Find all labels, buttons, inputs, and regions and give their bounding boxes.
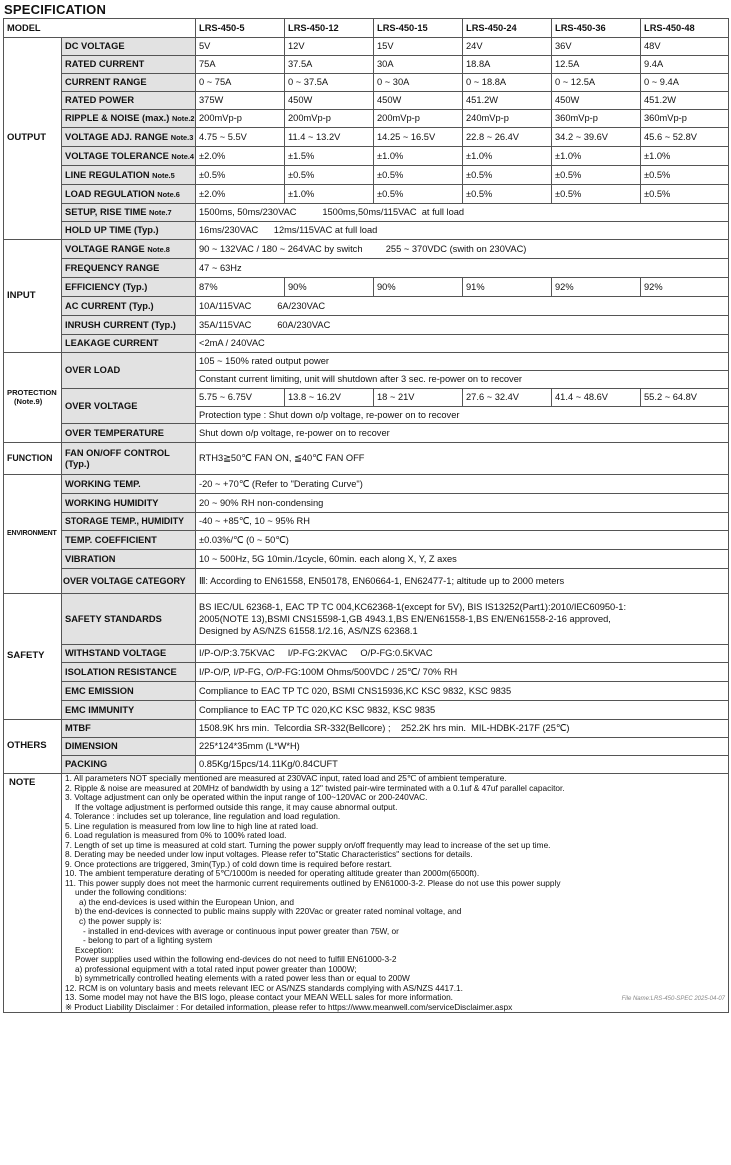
spec-value: ±1.0%: [374, 147, 463, 166]
note-line: 8. Derating may be needed under low input voltages. Please refer to"Static Characteristics" sections for details.: [65, 849, 473, 860]
spec-value: 451.2W: [463, 92, 552, 110]
spec-value: 10 ~ 500Hz, 5G 10min./1cycle, 60min. each along X, Y, Z axes: [196, 550, 729, 569]
spec-value: 1508.9K hrs min. Telcordia SR-332(Bellcore) ; 252.2K hrs min. MIL-HDBK-217F (25℃): [196, 720, 729, 738]
param-label: STORAGE TEMP., HUMIDITY: [62, 513, 196, 531]
spec-value: ±1.0%: [552, 147, 641, 166]
param-label: DC VOLTAGE: [62, 38, 196, 56]
spec-value: 451.2W: [641, 92, 729, 110]
note-ref: Note.3: [170, 132, 194, 142]
param-label: PACKING: [62, 756, 196, 774]
spec-value: 1500ms, 50ms/230VAC 1500ms,50ms/115VAC at full load: [196, 204, 729, 222]
spec-value: 13.8 ~ 16.2V: [285, 389, 374, 407]
param-label: RATED CURRENT: [62, 56, 196, 74]
param-label: OVER TEMPERATURE: [62, 424, 196, 443]
spec-value: 360mVp-p: [552, 110, 641, 128]
spec-value: ±0.5%: [374, 166, 463, 185]
group-input: INPUT: [4, 240, 62, 353]
spec-value: ±1.0%: [285, 185, 374, 204]
output-rated-current-row: [4, 56, 729, 74]
note-line: a) the end-devices is used within the European Union, and: [79, 896, 294, 907]
input-ac-current-row: [4, 297, 729, 316]
param-label: [62, 147, 196, 166]
spec-value: 0 ~ 75A: [196, 74, 285, 92]
model-name: LRS-450-15: [374, 19, 463, 38]
param-label-line1: FAN ON/OFF CONTROL: [65, 447, 170, 458]
group-protection: [4, 353, 62, 443]
group-function: FUNCTION: [4, 443, 62, 475]
spec-value: 12V: [285, 38, 374, 56]
spec-value: 92%: [552, 278, 641, 297]
model-row: [4, 19, 729, 38]
spec-value: I/P-O/P, I/P-FG, O/P-FG:100M Ohms/500VDC / 25℃/ 70% RH: [196, 663, 729, 682]
output-line-regulation-row: [4, 166, 729, 185]
param-label: [62, 443, 196, 475]
output-setup-rise-row: [4, 204, 729, 222]
param-label: EMC EMISSION: [62, 682, 196, 701]
spec-value: 90 ~ 132VAC / 180 ~ 264VAC by switch 255 ~ 370VDC (swith on 230VAC): [196, 240, 729, 259]
spec-value: 225*124*35mm (L*W*H): [196, 738, 729, 756]
param-label-text: VOLTAGE ADJ. RANGE: [65, 131, 169, 142]
spec-value: 90%: [285, 278, 374, 297]
output-hold-up-row: [4, 222, 729, 240]
disclaimer-line: ※ Product Liability Disclaimer : For detailed information, please refer to https://www.meanwell.com/serviceDisclaimer.aspx: [65, 1001, 513, 1012]
spec-value: 41.4 ~ 48.6V: [552, 389, 641, 407]
spec-value: ±0.5%: [374, 185, 463, 204]
note-line: 1. All parameters NOT specially mentioned are measured at 230VAC input, rated load and 25℃ of ambient temperature.: [65, 773, 507, 783]
param-label-text: LOAD REGULATION: [65, 188, 155, 199]
safety-emc-immunity-row: [4, 701, 729, 720]
param-label: ISOLATION RESISTANCE: [62, 663, 196, 682]
param-label: [62, 204, 196, 222]
param-label: MTBF: [62, 720, 196, 738]
spec-value: 450W: [374, 92, 463, 110]
spec-value: 5V: [196, 38, 285, 56]
note-line: 3. Voltage adjustment can only be operated within the input range of 100~120VAC or 200-240VAC.: [65, 792, 428, 803]
spec-value: 105 ~ 150% rated output power: [196, 353, 729, 371]
param-label: EFFICIENCY (Typ.): [62, 278, 196, 297]
param-label: OVER LOAD: [62, 353, 196, 389]
spec-value: ±2.0%: [196, 147, 285, 166]
note-line: a) professional equipment with a total rated input power greater than 1000W;: [75, 963, 357, 974]
spec-value: Compliance to EAC TP TC 020,KC KSC 9832, KSC 9835: [196, 701, 729, 720]
param-label: TEMP. COEFFICIENT: [62, 531, 196, 550]
output-load-regulation-row: [4, 185, 729, 204]
spec-value: 0 ~ 18.8A: [463, 74, 552, 92]
protection-over-load-row: [4, 353, 729, 371]
output-rated-power-row: [4, 92, 729, 110]
model-name: LRS-450-24: [463, 19, 552, 38]
output-current-range-row: [4, 74, 729, 92]
note-ref: Note.4: [171, 151, 195, 161]
spec-value: 14.25 ~ 16.5V: [374, 128, 463, 147]
param-label: FREQUENCY RANGE: [62, 259, 196, 278]
spec-value: 375W: [196, 92, 285, 110]
spec-value: ±0.5%: [463, 166, 552, 185]
spec-value: 91%: [463, 278, 552, 297]
spec-value: Constant current limiting, unit will shutdown after 3 sec. re-power on to recover: [196, 371, 729, 389]
spec-value: [196, 594, 729, 645]
note-ref: Note.2: [171, 114, 195, 124]
notes-block: [62, 774, 729, 1013]
note-line: 13. Some model may not have the BIS logo, please contact your MEAN WELL sales for more information.: [65, 992, 453, 1003]
param-label: [62, 110, 196, 128]
env-working-humidity-row: [4, 494, 729, 513]
note-line: 7. Length of set up time is measured at cold start. Turning the power supply on/off frequently may lead to increase of the set up time.: [65, 839, 551, 850]
spec-value: 87%: [196, 278, 285, 297]
param-label: HOLD UP TIME (Typ.): [62, 222, 196, 240]
spec-value: ±0.5%: [463, 185, 552, 204]
param-label: RATED POWER: [62, 92, 196, 110]
model-name: LRS-450-36: [552, 19, 641, 38]
spec-value: 0 ~ 9.4A: [641, 74, 729, 92]
file-name-stamp: File Name:LRS-450-SPEC 2025-04-07: [621, 995, 726, 1002]
others-packing-row: [4, 756, 729, 774]
param-label: DIMENSION: [62, 738, 196, 756]
spec-value: 0.85Kg/15pcs/14.11Kg/0.84CUFT: [196, 756, 729, 774]
protection-over-voltage-row: [4, 389, 729, 407]
note-line: 11. This power supply does not meet the harmonic current requirements outlined by EN61000-3-2. Please do not use this power supply: [65, 877, 561, 888]
note-line: 9. Once protections are triggered, 3min(Typ.) of cold down time is required before restart.: [65, 858, 392, 869]
spec-value: 5.75 ~ 6.75V: [196, 389, 285, 407]
spec-value: 35A/115VAC 60A/230VAC: [196, 316, 729, 335]
group-output: OUTPUT: [4, 38, 62, 240]
spec-value: <2mA / 240VAC: [196, 335, 729, 353]
spec-value: 75A: [196, 56, 285, 74]
group-others: OTHERS: [4, 720, 62, 774]
function-fan-row: [4, 443, 729, 475]
input-inrush-row: [4, 316, 729, 335]
spec-value: 240mVp-p: [463, 110, 552, 128]
spec-value: 48V: [641, 38, 729, 56]
group-note: NOTE: [4, 774, 62, 1013]
output-voltage-adj-row: [4, 128, 729, 147]
safety-isolation-row: [4, 663, 729, 682]
output-voltage-tolerance-row: [4, 147, 729, 166]
group-protection-line1: PROTECTION: [7, 387, 57, 397]
note-line: under the following conditions:: [75, 887, 187, 898]
spec-value: ±0.5%: [641, 166, 729, 185]
spec-value: 0 ~ 37.5A: [285, 74, 374, 92]
model-label: MODEL: [4, 19, 196, 38]
spec-value: 450W: [285, 92, 374, 110]
note-ref: Note.6: [157, 189, 180, 199]
env-temp-coef-row: [4, 531, 729, 550]
note-ref: Note.8: [147, 244, 170, 254]
spec-value: 4.75 ~ 5.5V: [196, 128, 285, 147]
safety-emc-emission-row: [4, 682, 729, 701]
param-label-text: RIPPLE & NOISE (max.): [65, 113, 170, 124]
spec-value: 0 ~ 12.5A: [552, 74, 641, 92]
model-name: LRS-450-5: [196, 19, 285, 38]
input-frequency-row: [4, 259, 729, 278]
group-protection-line2: (Note.9): [14, 396, 43, 406]
spec-value: ±0.5%: [285, 166, 374, 185]
param-label-text: LINE REGULATION: [65, 169, 150, 180]
spec-value: 12.5A: [552, 56, 641, 74]
spec-value: 10A/115VAC 6A/230VAC: [196, 297, 729, 316]
spec-value: -20 ~ +70℃ (Refer to "Derating Curve"): [196, 475, 729, 494]
param-label: OVER VOLTAGE: [62, 389, 196, 424]
spec-value: 92%: [641, 278, 729, 297]
spec-value: 27.6 ~ 32.4V: [463, 389, 552, 407]
param-label: [62, 185, 196, 204]
output-dc-voltage-row: [4, 38, 729, 56]
spec-value: ±0.5%: [196, 166, 285, 185]
note-line: c) the power supply is:: [79, 915, 162, 926]
note-ref: Note.5: [152, 170, 175, 180]
param-label: OVER VOLTAGE CATEGORY: [62, 569, 196, 594]
note-line: - belong to part of a lighting system: [83, 935, 213, 946]
safety-withstand-row: [4, 645, 729, 663]
model-name: LRS-450-48: [641, 19, 729, 38]
spec-value: 16ms/230VAC 12ms/115VAC at full load: [196, 222, 729, 240]
spec-value: 9.4A: [641, 56, 729, 74]
spec-value: 22.8 ~ 26.4V: [463, 128, 552, 147]
spec-value: 18 ~ 21V: [374, 389, 463, 407]
spec-value: 18.8A: [463, 56, 552, 74]
spec-value: 0 ~ 30A: [374, 74, 463, 92]
input-leakage-row: [4, 335, 729, 353]
others-mtbf-row: [4, 720, 729, 738]
spec-value: ±0.5%: [552, 185, 641, 204]
others-dimension-row: [4, 738, 729, 756]
spec-value: ±0.5%: [552, 166, 641, 185]
param-label: SAFETY STANDARDS: [62, 594, 196, 645]
group-environment: ENVIRONMENT: [4, 475, 62, 594]
spec-value: I/P-O/P:3.75KVAC I/P-FG:2KVAC O/P-FG:0.5KVAC: [196, 645, 729, 663]
spec-value: 90%: [374, 278, 463, 297]
spec-value: ±0.5%: [641, 185, 729, 204]
note-line: 6. Load regulation is measured from 0% to 100% rated load.: [65, 830, 287, 841]
env-working-temp-row: [4, 475, 729, 494]
spec-value: ±1.0%: [463, 147, 552, 166]
note-line: If the voltage adjustment is performed outside this range, it may cause abnormal output.: [75, 801, 398, 812]
spec-value: Protection type : Shut down o/p voltage, re-power on to recover: [196, 407, 729, 424]
spec-value: 47 ~ 63Hz: [196, 259, 729, 278]
note-line: 2. Ripple & noise are measured at 20MHz of bandwidth by using a 12" twisted pair-wire terminated with a 0.1uf & 47uf parallel capacitor.: [65, 782, 565, 793]
spec-value: 37.5A: [285, 56, 374, 74]
page-title: SPECIFICATION: [4, 2, 107, 17]
spec-value: ±1.5%: [285, 147, 374, 166]
standards-line: 2005(NOTE 13),BSMI CNS15598-1,GB 4943.1,BS EN/EN61558-1,BS EN/EN61558-2-16 approved,: [199, 613, 611, 624]
param-label: INRUSH CURRENT (Typ.): [62, 316, 196, 335]
note-line: 10. The ambient temperature derating of 5℃/1000m is needed for operating altitude greater than 2000m(6500ft).: [65, 868, 480, 879]
env-vibration-row: [4, 550, 729, 569]
param-label: [62, 240, 196, 259]
param-label: [62, 128, 196, 147]
protection-over-temp-row: [4, 424, 729, 443]
note-line: 5. Line regulation is measured from low line to high line at rated load.: [65, 820, 319, 831]
spec-value: 200mVp-p: [285, 110, 374, 128]
input-voltage-range-row: [4, 240, 729, 259]
spec-value: Ⅲ: According to EN61558, EN50178, EN60664-1, EN62477-1; altitude up to 2000 meters: [196, 569, 729, 594]
notes-row: [4, 774, 729, 1013]
spec-value: Shut down o/p voltage, re-power on to recover: [196, 424, 729, 443]
spec-value: 34.2 ~ 39.6V: [552, 128, 641, 147]
env-storage-row: [4, 513, 729, 531]
param-label: VIBRATION: [62, 550, 196, 569]
note-line: Exception:: [75, 944, 114, 955]
input-efficiency-row: [4, 278, 729, 297]
spec-value: 20 ~ 90% RH non-condensing: [196, 494, 729, 513]
note-line: b) the end-devices is connected to public mains supply with 220Vac or greater rated nominal voltage, and: [75, 906, 462, 917]
param-label: [62, 166, 196, 185]
spec-value: 24V: [463, 38, 552, 56]
spec-value: ±1.0%: [641, 147, 729, 166]
env-ovc-row: [4, 569, 729, 594]
spec-value: 36V: [552, 38, 641, 56]
param-label-line2: (Typ.): [65, 458, 90, 469]
spec-value: RTH3≧50℃ FAN ON, ≦40℃ FAN OFF: [196, 443, 729, 475]
param-label: CURRENT RANGE: [62, 74, 196, 92]
note-line: 12. RCM is on voluntary basis and meets relevant IEC or AS/NZS standards complying with AS/NZS 4417.1.: [65, 982, 463, 993]
group-safety: SAFETY: [4, 594, 62, 720]
safety-standards-row: [4, 594, 729, 645]
param-label: EMC IMMUNITY: [62, 701, 196, 720]
spec-value: 200mVp-p: [374, 110, 463, 128]
spec-value: 45.6 ~ 52.8V: [641, 128, 729, 147]
spec-value: -40 ~ +85℃, 10 ~ 95% RH: [196, 513, 729, 531]
spec-value: 55.2 ~ 64.8V: [641, 389, 729, 407]
standards-line: Designed by AS/NZS 61558.1/2.16, AS/NZS 62368.1: [199, 626, 418, 637]
param-label-text: SETUP, RISE TIME: [65, 207, 147, 218]
spec-value: 200mVp-p: [196, 110, 285, 128]
spec-value: 360mVp-p: [641, 110, 729, 128]
spec-value: Compliance to EAC TP TC 020, BSMI CNS15936,KC KSC 9832, KSC 9835: [196, 682, 729, 701]
standards-line: BS IEC/UL 62368-1, EAC TP TC 004,KC62368-1(except for 5V), BIS IS13252(Part1):2010/IEC60950-1:: [199, 601, 627, 612]
spec-value: ±2.0%: [196, 185, 285, 204]
param-label: WORKING HUMIDITY: [62, 494, 196, 513]
model-name: LRS-450-12: [285, 19, 374, 38]
param-label-text: VOLTAGE RANGE: [65, 243, 145, 254]
note-line: b) symmetrically controlled heating elements with a rated power less than or equal to 200W: [75, 973, 410, 984]
note-line: Power supplies used within the following end-devices do not need to fulfill EN61000-3-2: [75, 954, 397, 965]
spec-value: 15V: [374, 38, 463, 56]
spec-value: 11.4 ~ 13.2V: [285, 128, 374, 147]
param-label: AC CURRENT (Typ.): [62, 297, 196, 316]
spec-table: [3, 18, 729, 1013]
output-ripple-row: [4, 110, 729, 128]
spec-value: ±0.03%/℃ (0 ~ 50℃): [196, 531, 729, 550]
spec-value: 30A: [374, 56, 463, 74]
param-label: WITHSTAND VOLTAGE: [62, 645, 196, 663]
param-label: WORKING TEMP.: [62, 475, 196, 494]
spec-value: 450W: [552, 92, 641, 110]
note-line: 4. Tolerance : includes set up tolerance, line regulation and load regulation.: [65, 811, 341, 822]
param-label-text: VOLTAGE TOLERANCE: [65, 150, 169, 161]
note-line: - installed in end-devices with average or continuous input power greater than 75W, or: [83, 925, 399, 936]
note-ref: Note.7: [149, 208, 172, 218]
param-label: LEAKAGE CURRENT: [62, 335, 196, 353]
